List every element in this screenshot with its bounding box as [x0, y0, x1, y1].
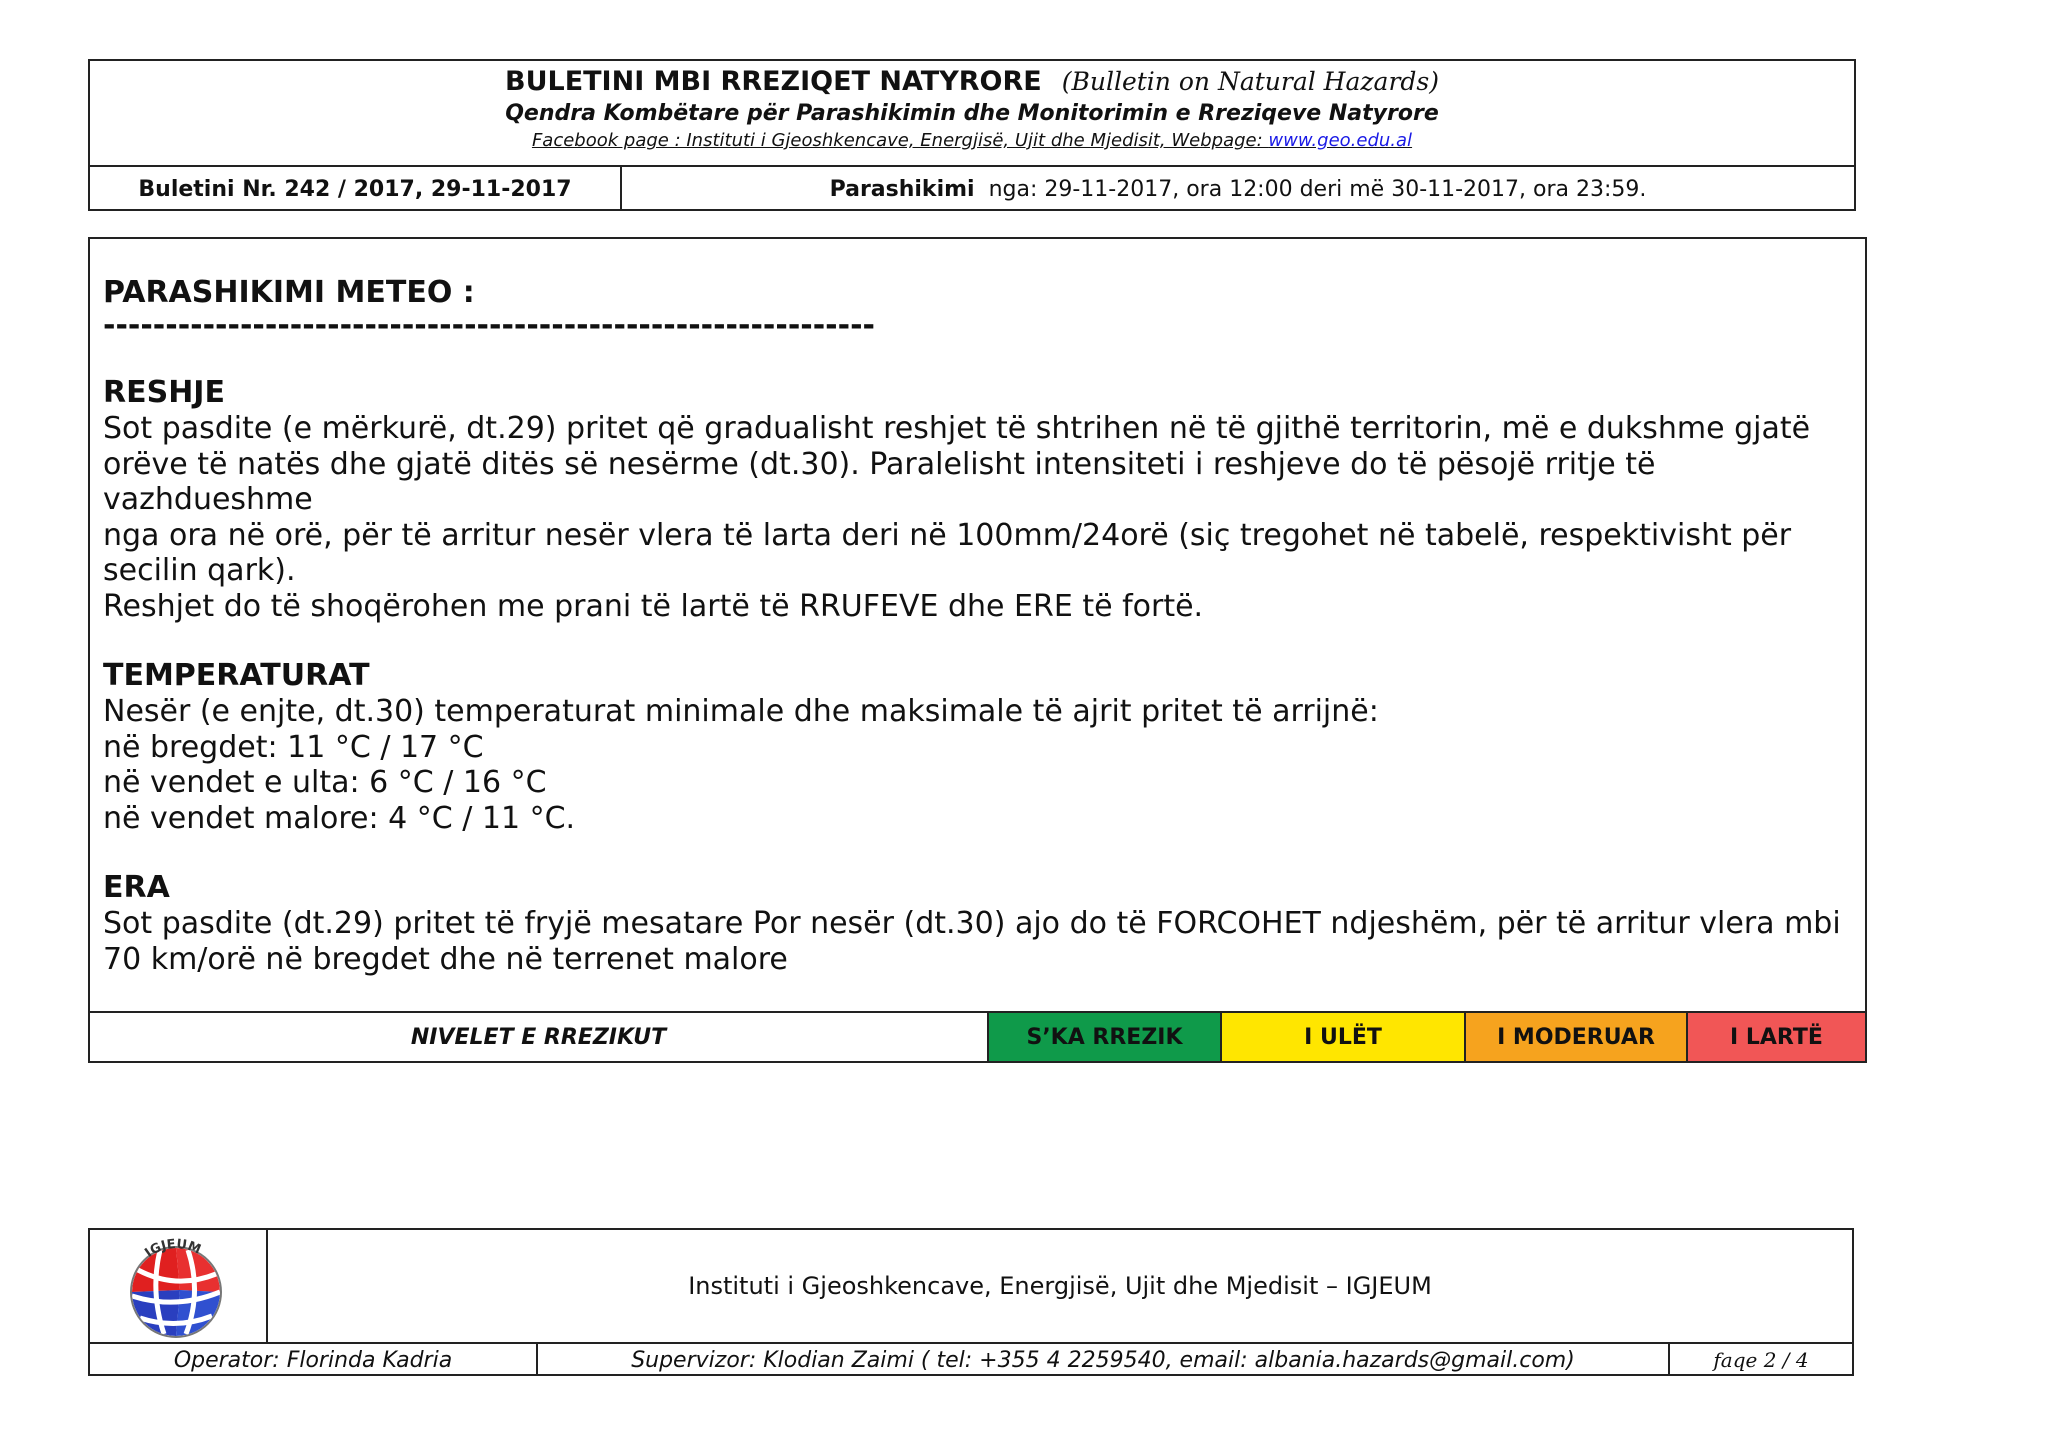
section-title-era: ERA	[103, 870, 170, 905]
title-english: (Bulletin on Natural Hazards)	[1061, 67, 1439, 96]
bulletin-footer	[88, 1228, 1854, 1376]
footer-institution: Instituti i Gjeoshkencave, Energjisë, Ujit dhe Mjedisit – IGJEUM	[688, 1272, 1432, 1300]
risk-level-moderate: I MODERUAR	[1466, 1013, 1688, 1061]
header-info-row	[90, 167, 1854, 211]
risk-level-high: I LARTË	[1688, 1013, 1865, 1061]
header-title-block	[90, 61, 1854, 167]
facebook-line	[90, 129, 1854, 153]
bulletin-title	[90, 61, 1854, 99]
text-line: secilin qark).	[103, 553, 296, 588]
footer-bottom-row	[90, 1344, 1852, 1376]
text-line: Sot pasdite (e mërkurë, dt.29) pritet që gradualisht reshjet të shtrihen në të gjithë territorin, më e dukshme gjatë	[103, 411, 1811, 446]
bulletin-number: Buletini Nr. 242 / 2017, 29-11-2017	[90, 167, 622, 211]
risk-levels-label: NIVELET E RREZIKUT	[90, 1013, 989, 1061]
text-line: Reshjet do të shoqërohen me prani të lartë të RRUFEVE dhe ERE të fortë.	[103, 588, 1204, 624]
title-albanian: BULETINI MBI RREZIQET NATYRORE	[504, 66, 1042, 97]
bulletin-header	[88, 59, 1856, 211]
heading-underline: --------------------------------------------------------------	[103, 311, 875, 341]
text-line: në vendet e ulta: 6 °C / 16 °C	[103, 765, 547, 800]
risk-level-low: I ULËT	[1222, 1013, 1466, 1061]
operator-name: Operator: Florinda Kadria	[90, 1344, 538, 1376]
website-link[interactable]: www.geo.edu.al	[1268, 130, 1413, 151]
supervisor-contact: Supervizor: Klodian Zaimi ( tel: +355 4 2259540, email: albania.hazards@gmail.com)	[538, 1344, 1670, 1376]
header-institution: Qendra Kombëtare për Parashikimin dhe Monitorimin e Rreziqeve Natyrore	[505, 101, 1439, 126]
forecast-box	[88, 237, 1867, 1063]
igjeum-logo	[90, 1230, 268, 1342]
forecast-label: Parashikimi	[829, 176, 975, 202]
text-line: nga ora në orë, për të arritur nesër vlera të larta deri në 100mm/24orë (siç tregohet në tabelë, respektivisht për	[103, 517, 1792, 553]
forecast-content	[90, 239, 1865, 977]
risk-levels-bar	[90, 1011, 1865, 1061]
text-line: 70 km/orë në bregdet dhe në terrenet malore	[103, 941, 788, 977]
forecast-range: nga: 29-11-2017, ora 12:00 deri më 30-11-2017, ora 23:59.	[988, 176, 1647, 202]
page-number: faqe 2 / 4	[1713, 1348, 1809, 1372]
footer-top-row	[90, 1230, 1852, 1344]
logo-text: IGJEUM	[142, 1236, 203, 1261]
globe-logo-icon	[116, 1230, 240, 1342]
facebook-text: Facebook page : Instituti i Gjeoshkencave, Energjisë, Ujit dhe Mjedisit, Webpage:	[531, 130, 1269, 151]
forecast-period	[622, 167, 1854, 211]
text-line: Nesër (e enjte, dt.30) temperaturat minimale dhe maksimale të ajrit pritet të arrijnë:	[103, 694, 1379, 729]
text-line: në bregdet: 11 °C / 17 °C	[103, 729, 484, 765]
text-line: orëve të natës dhe gjatë ditës së nesërme (dt.30). Paralelisht intensiteti i reshjeve do të pësojë rritje të vazhdueshme	[103, 446, 1656, 517]
text-line: Sot pasdite (dt.29) pritet të fryjë mesatare Por nesër (dt.30) ajo do të FORCOHET ndjeshëm, për të arritur vlera mbi	[103, 906, 1841, 941]
meteo-heading: PARASHIKIMI METEO :	[103, 275, 475, 310]
section-title-reshje: RESHJE	[103, 375, 225, 410]
section-title-temperaturat: TEMPERATURAT	[103, 658, 370, 693]
risk-level-none: S’KA RREZIK	[989, 1013, 1222, 1061]
text-line: në vendet malore: 4 °C / 11 °C.	[103, 800, 576, 836]
